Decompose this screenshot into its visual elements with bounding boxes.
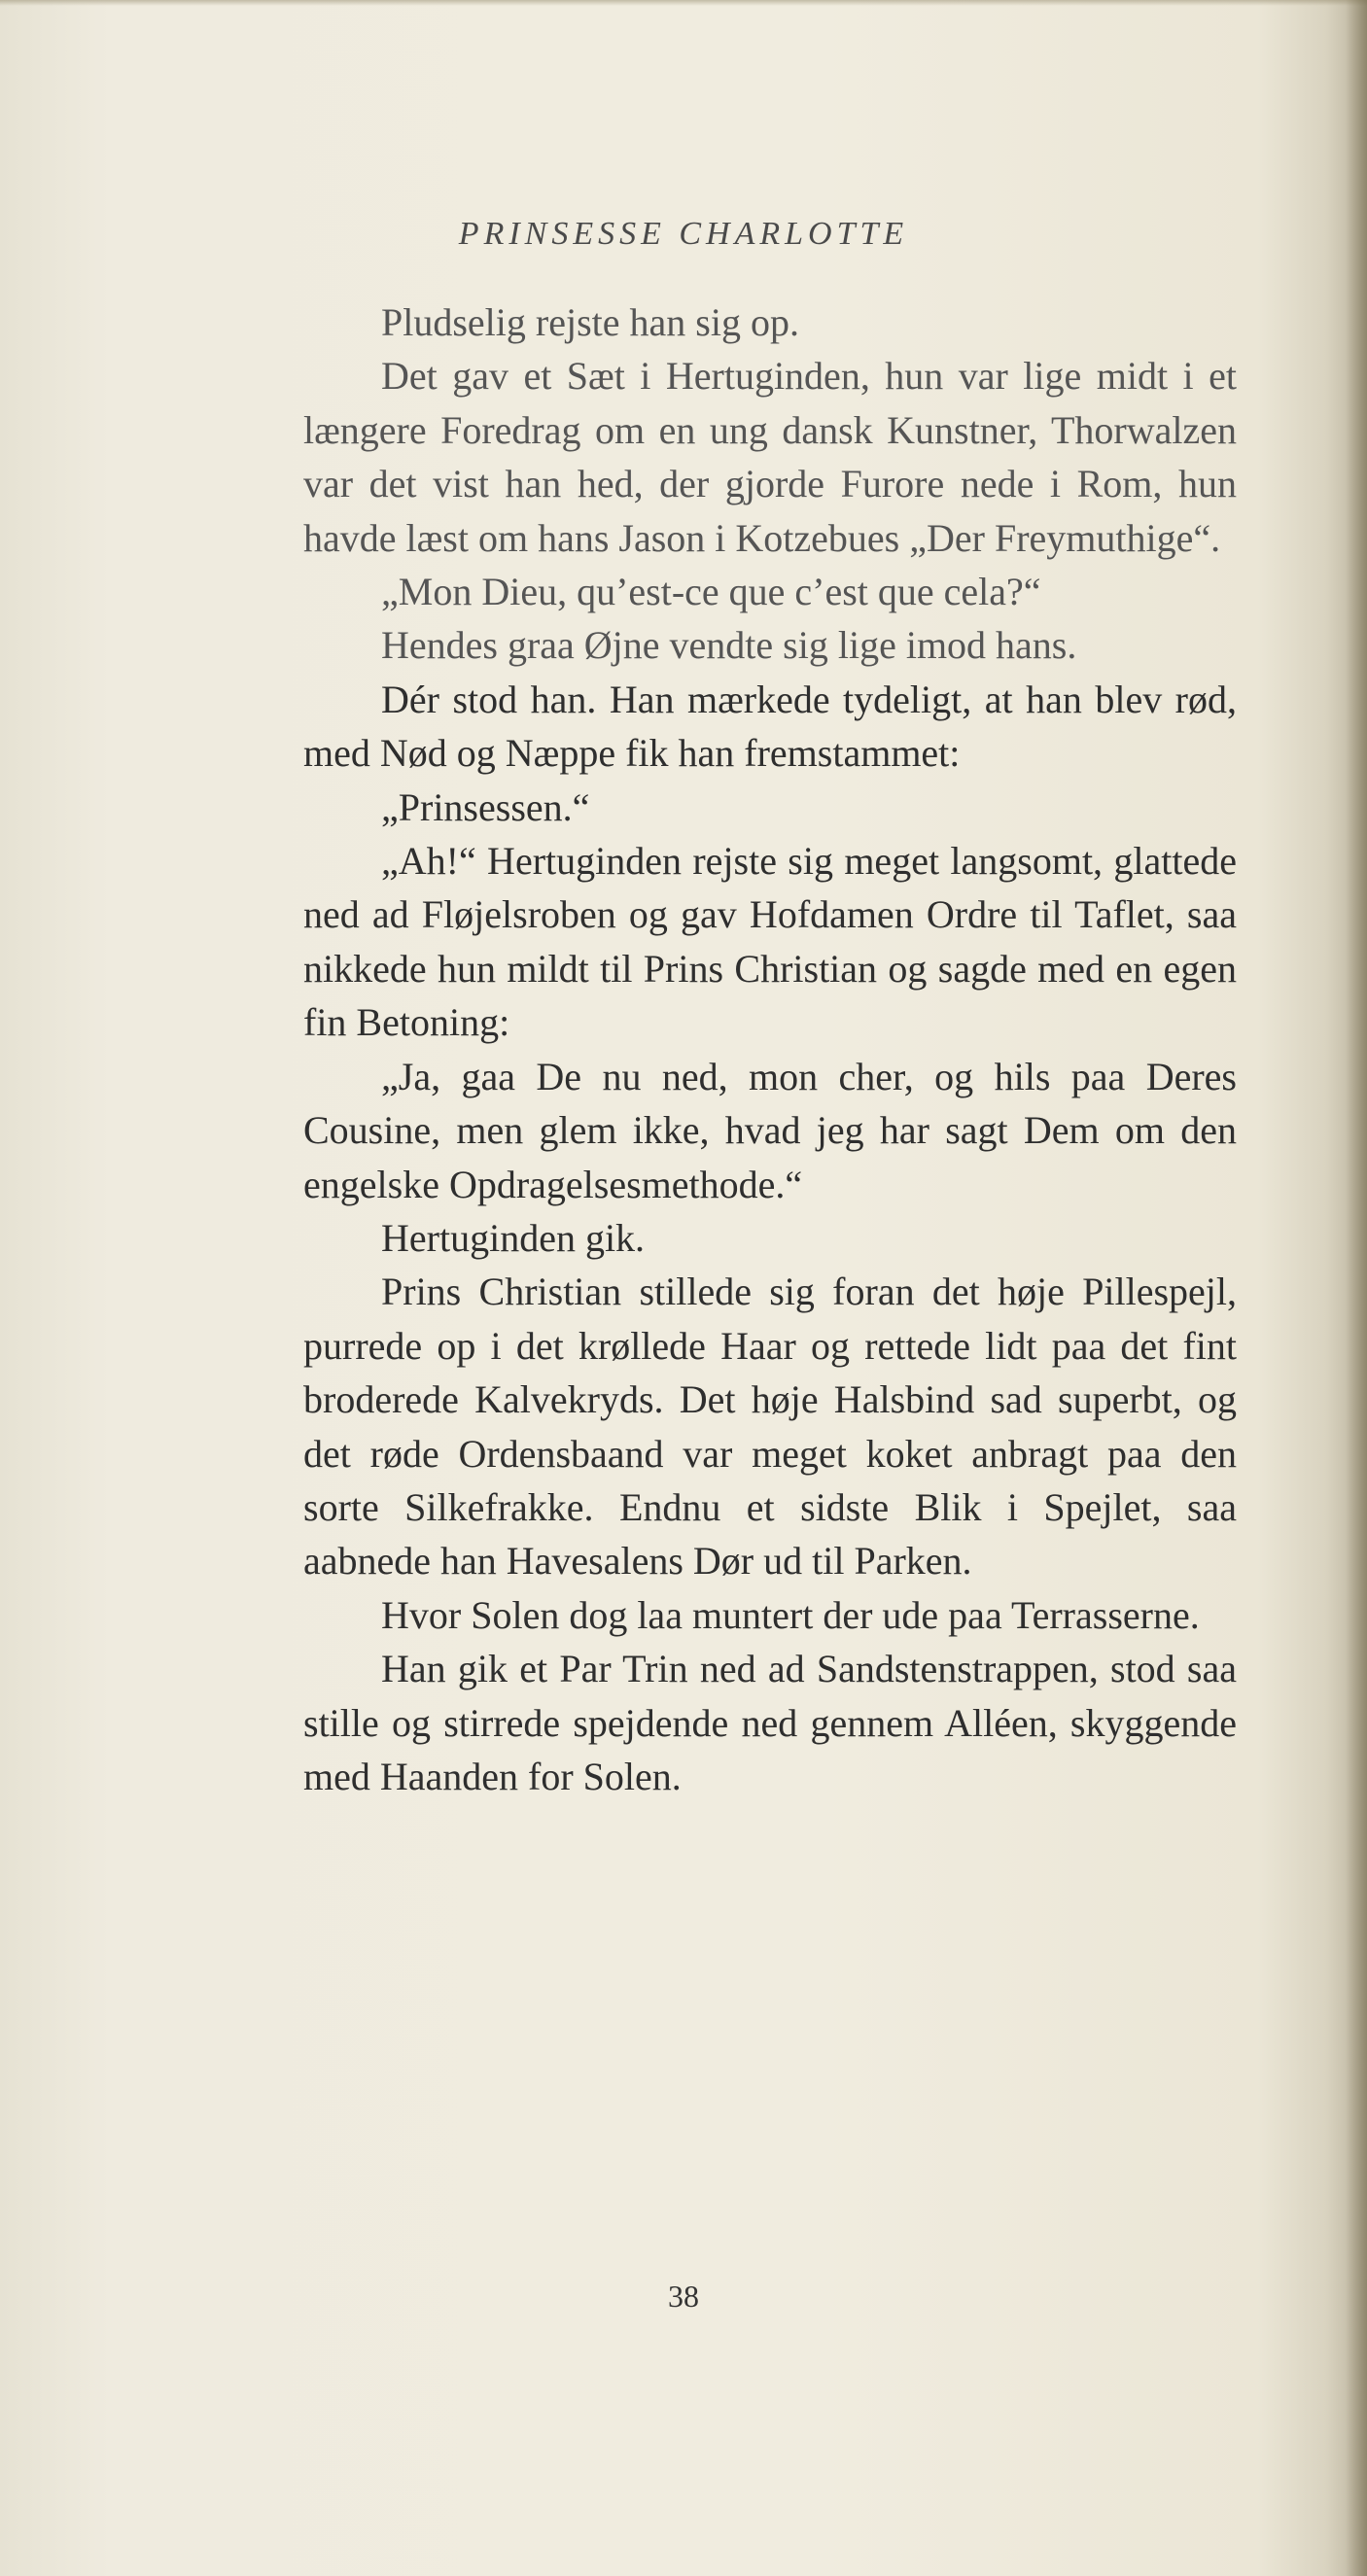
page-top-edge [0,0,1367,6]
page-number: 38 [668,2279,699,2314]
paragraph-7: „Ah!“ Hertuginden rejste sig meget langsomt, glattede ned ad Fløjelsroben og gav Hofdamen Ordre til Taflet, saa nikkede hun mildt til Prins Christian og sagde med en egen fin Betoning: [303,839,1237,1045]
paragraph-6: „Prinsessen.“ [381,784,590,829]
paragraph-11: Hvor Solen dog laa muntert der ude paa Terrasserne. [381,1592,1200,1637]
paragraph-9: Hertuginden gik. [381,1215,646,1260]
page-spine-shadow [1346,0,1367,2576]
paragraph-4: Hendes graa Øjne vendte sig lige imod hans. [381,623,1077,668]
paragraph-1: Pludselig rejste han sig op. [381,300,799,344]
paragraph-10: Prins Christian stillede sig foran det høje Pillespejl, purrede op i det krøllede Haar og rettede lidt paa det fint broderede Kalvekryds. Det høje Halsbind sad superbt, og det røde Ordensbaand var meget koket anbragt paa den sorte Silkefrakke. Endnu et sidste Blik i Spejlet, saa aabnede han Havesalens Dør ud til Parken. [303,1270,1237,1584]
paragraph-3: „Mon Dieu, qu’est-ce que c’est que cela?“ [381,570,1041,614]
paragraph-8: „Ja, gaa De nu ned, mon cher, og hils paa Deres Cousine, men glem ikke, hvad jeg har sagt Dem om den engelske Opdragelsesmethode.“ [303,1054,1237,1206]
running-header: PRINSESSE CHARLOTTE [458,216,909,252]
body-text [303,296,1237,1803]
paragraph-2: Det gav et Sæt i Hertuginden, hun var lige midt i et længere Foredrag om en ung dansk Kunstner, Thorwalzen var det vist han hed, der gjorde Furore nede i Rom, hun havde læst om hans Jason i Kotzebues „Der Freymuthige“. [303,354,1237,560]
paragraph-5: Dér stod han. Han mærkede tydeligt, at han blev rød, med Nød og Næppe fik han fremstammet: [303,677,1237,776]
paragraph-12: Han gik et Par Trin ned ad Sandstenstrappen, stod saa stille og stirrede spejdende ned gennem Alléen, skyggende med Haanden for Solen. [303,1647,1237,1798]
